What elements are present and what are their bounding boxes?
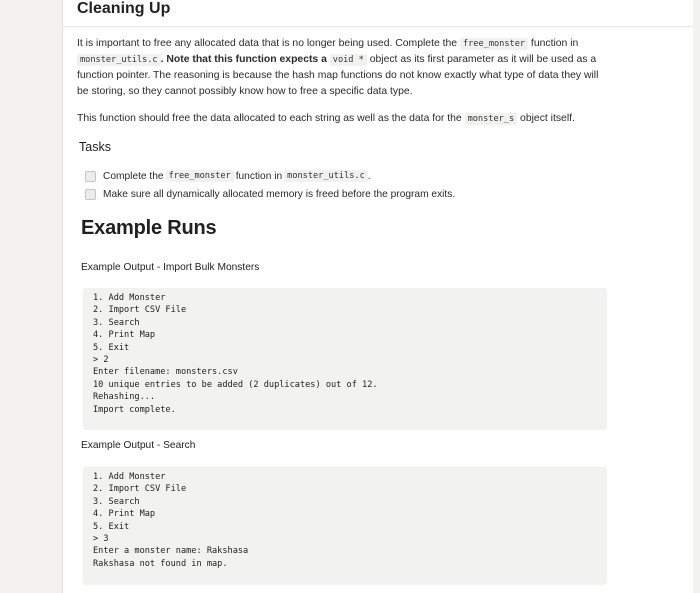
inline-code-void-pointer: void * [330, 54, 367, 66]
inline-code-monster-utils: monster_utils.c [77, 54, 161, 66]
heading-divider [63, 26, 693, 27]
task-checkbox-1[interactable] [85, 171, 96, 182]
code-line: 10 unique entries to be added (2 duplicates) out of 12. [93, 379, 378, 390]
text: . [367, 170, 371, 182]
text: function in [235, 170, 283, 182]
inline-code-monster-utils: monster_utils.c [284, 170, 368, 182]
code-line: 1. Add Monster [93, 293, 166, 303]
inline-code-monster-s: monster_s [465, 113, 518, 125]
inline-code-free-monster: free_monster [166, 170, 234, 182]
code-block-import-output [83, 288, 607, 430]
code-line: Rakshasa not found in map. [93, 558, 228, 569]
example-2-title: Example Output - Search [81, 440, 196, 451]
text: be storing, so they cannot possibly know how to free a specific data type. [77, 86, 413, 97]
example-runs-heading: Example Runs [81, 217, 217, 239]
code-line: 1. Add Monster [93, 472, 166, 482]
code-line: 5. Exit [93, 521, 130, 532]
task-item-1 [85, 170, 371, 182]
code-block-search-output [83, 467, 607, 585]
code-line: 2. Import CSV File [93, 484, 187, 495]
example-1-title: Example Output - Import Bulk Monsters [81, 262, 260, 273]
code-line: 4. Print Map [93, 330, 156, 341]
code-line: > 3 [93, 534, 109, 545]
code-line: > 2 [93, 355, 109, 366]
section-heading-cleaning-up: Cleaning Up [77, 0, 171, 17]
code-line: 5. Exit [93, 342, 130, 353]
code-line: 3. Search [93, 317, 140, 328]
free-data-paragraph [77, 111, 617, 127]
code-line: 2. Import CSV File [93, 305, 187, 316]
tasks-heading: Tasks [79, 140, 111, 154]
task-item-2 [85, 189, 455, 200]
text: function pointer. The reasoning is because the hash map functions do not know exactly what type of data they will [77, 70, 599, 81]
inline-code-free-monster: free_monster [460, 38, 528, 50]
code-line: 3. Search [93, 496, 140, 507]
text: It is important to free any allocated data that is no longer being used. Complete the [77, 38, 460, 49]
text: This function should free the data allocated to each string as well as the data for the [77, 113, 465, 124]
code-line: Rehashing... [93, 392, 156, 403]
text: object itself. [517, 113, 575, 124]
text: Make sure all dynamically allocated memory is freed before the program exits. [103, 189, 456, 200]
text: object as its first parameter as it will be used as a [366, 54, 597, 65]
code-line: Import complete. [93, 404, 176, 415]
code-line: Enter filename: monsters.csv [93, 367, 238, 378]
intro-paragraph [77, 36, 617, 100]
task-checkbox-2[interactable] [85, 189, 96, 200]
text: . Note that this function expects a [160, 54, 330, 65]
text: function in [528, 38, 579, 49]
text: Complete the [103, 170, 164, 182]
code-line: Enter a monster name: Rakshasa [93, 546, 249, 557]
code-line: 4. Print Map [93, 509, 156, 520]
document-page [62, 0, 693, 593]
